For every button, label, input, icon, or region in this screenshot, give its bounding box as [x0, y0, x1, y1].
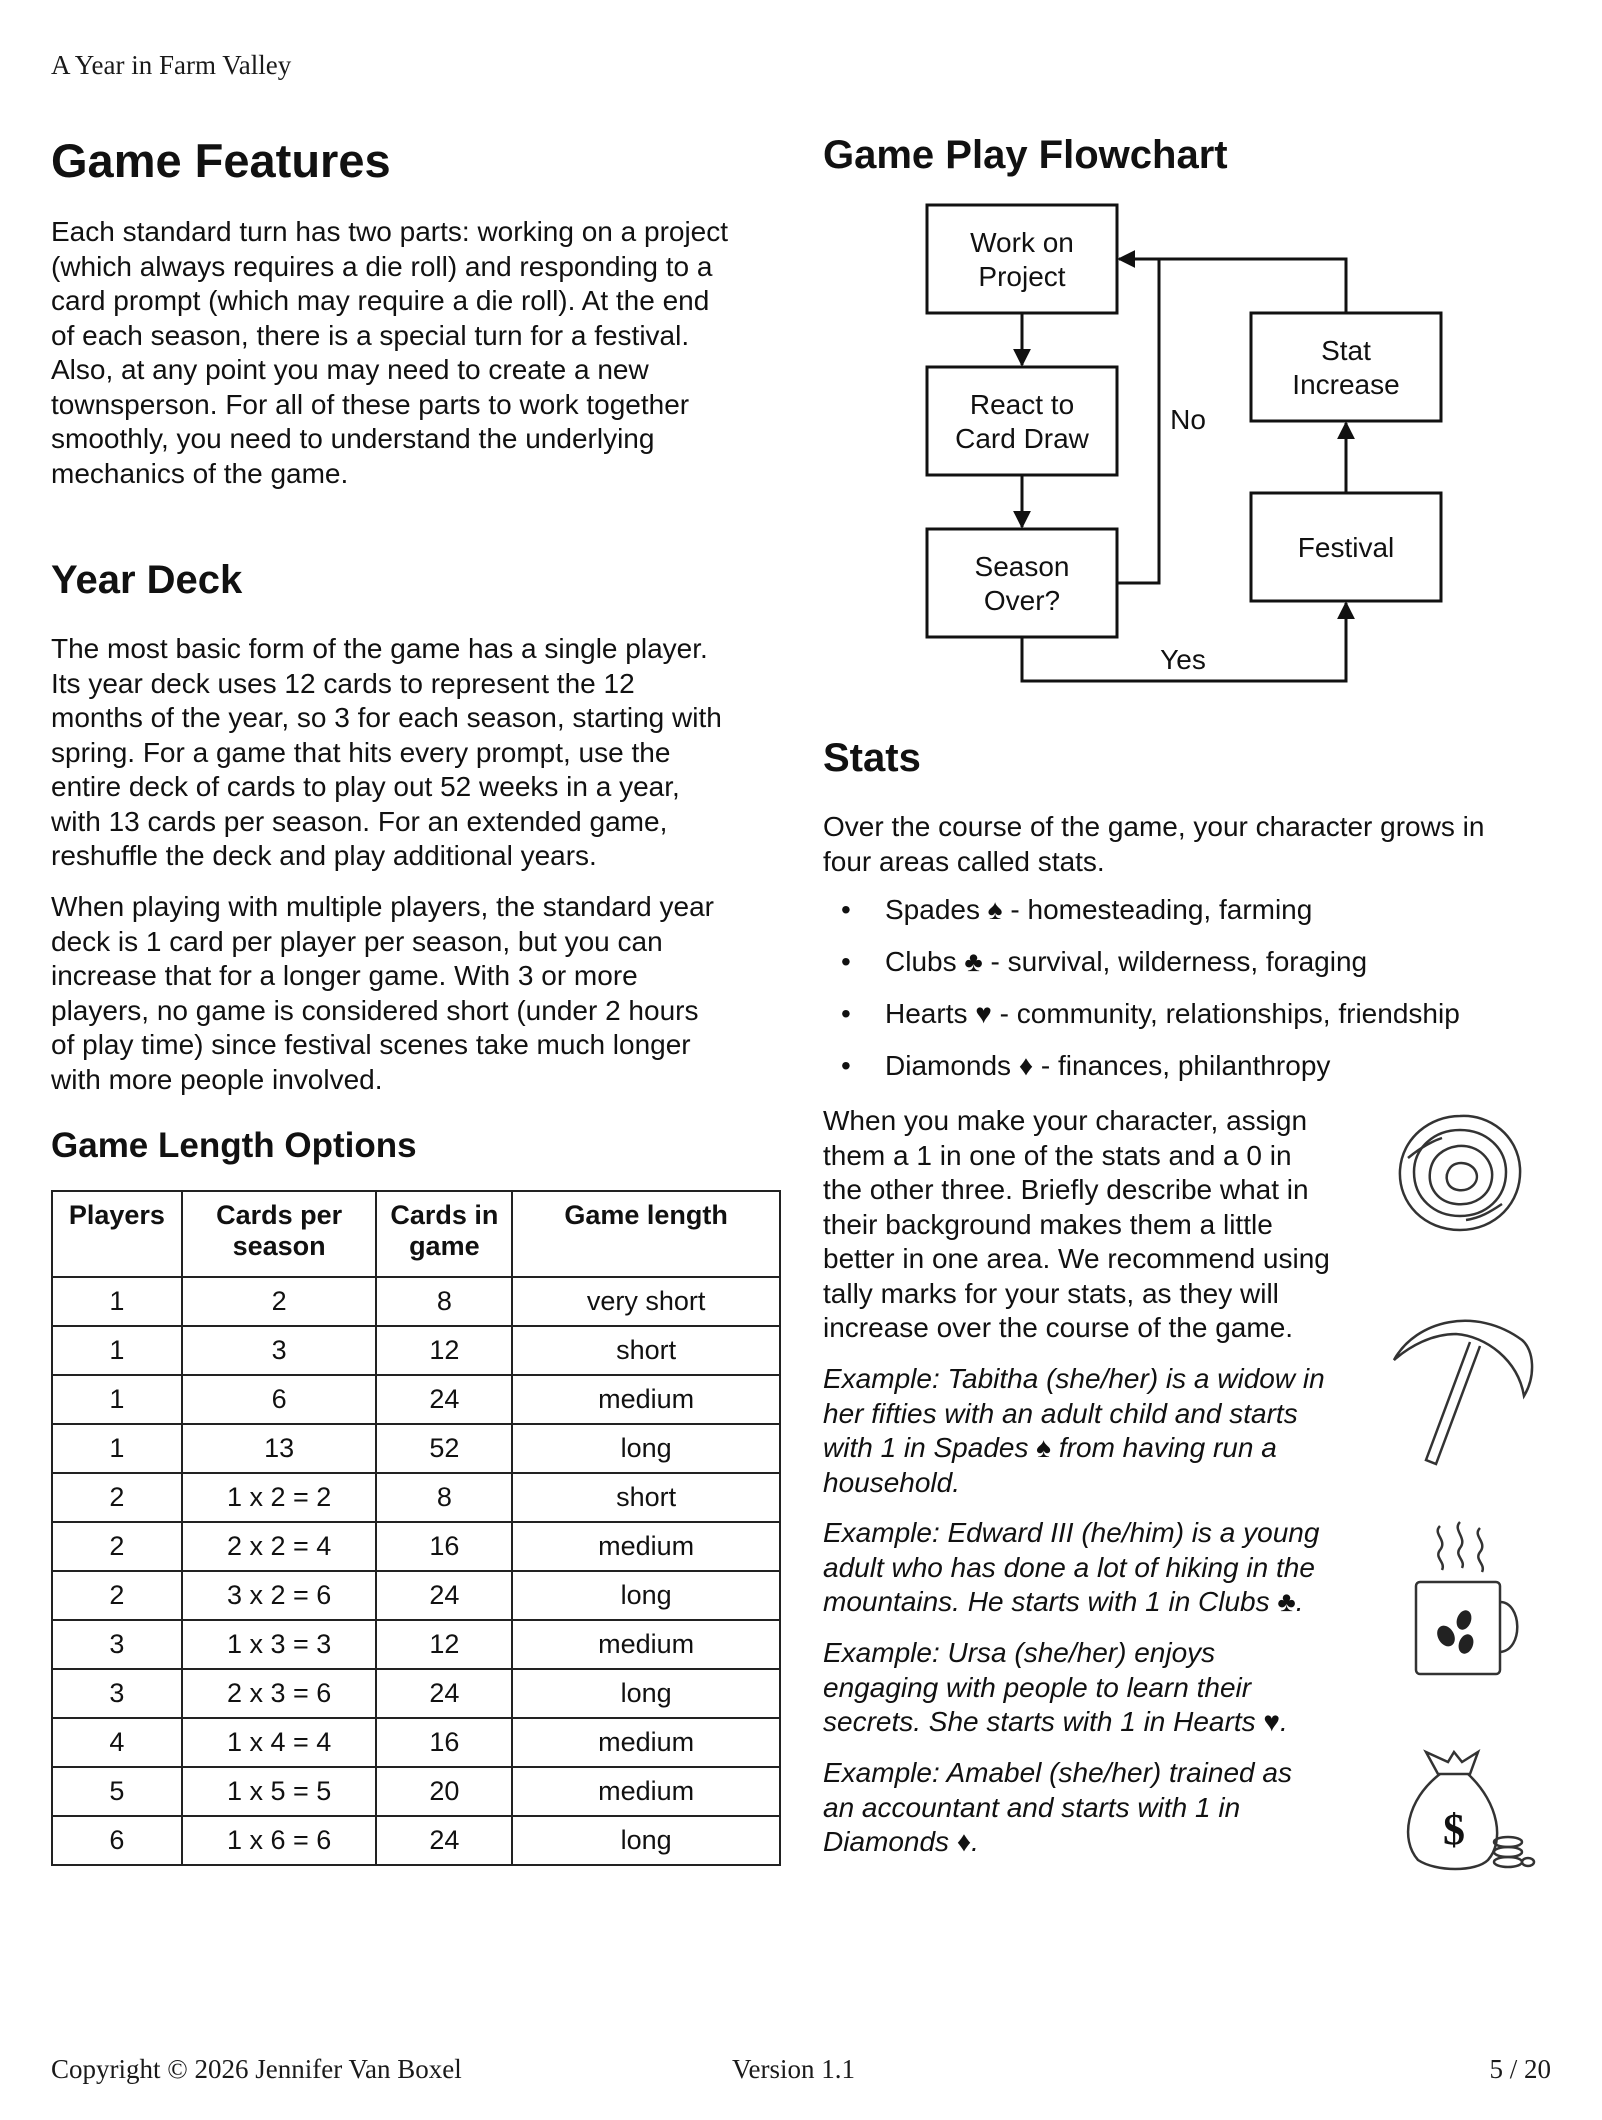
table-row: [52, 1375, 780, 1424]
table-row: [52, 1326, 780, 1375]
game-length-table: [51, 1190, 781, 1866]
table-row: [52, 1669, 780, 1718]
table-cell: 24: [376, 1571, 512, 1620]
table-cell: 2: [52, 1473, 182, 1522]
text-line: When playing with multiple players, the standard year: [51, 891, 715, 922]
table-cell: 16: [376, 1522, 512, 1571]
stats-intro: [823, 810, 1563, 879]
game-features-heading: Game Features: [51, 134, 391, 187]
table-cell: medium: [512, 1718, 780, 1767]
text-line: Example: Tabitha (she/her) is a widow in: [823, 1363, 1325, 1394]
table-cell: 24: [376, 1375, 512, 1424]
column-header-cards-per-season: Cards per season: [182, 1191, 377, 1277]
flow-label-season-1: Season: [974, 551, 1070, 582]
table-cell: 8: [376, 1473, 512, 1522]
table-cell: 2 x 3 = 6: [182, 1669, 377, 1718]
table-cell: 3: [182, 1326, 377, 1375]
table-cell: 12: [376, 1620, 512, 1669]
table-cell: 1: [52, 1375, 182, 1424]
flow-label-react-2: Card Draw: [955, 423, 1089, 454]
flow-label-work-2: Project: [978, 261, 1066, 292]
text-line: smoothly, you need to understand the underlying: [51, 423, 655, 454]
svg-text:$: $: [1443, 1805, 1465, 1854]
example-ursa: [823, 1636, 1383, 1740]
table-row: [52, 1424, 780, 1473]
table-cell: long: [512, 1816, 780, 1865]
table-row: [52, 1277, 780, 1326]
text-line: deck is 1 card per player per season, but you can: [51, 925, 663, 957]
table-row: [52, 1767, 780, 1816]
list-item: • Clubs ♣ - survival, wilderness, foraging: [885, 945, 1460, 997]
game-play-flowchart: [915, 195, 1465, 695]
flow-label-react-1: React to: [969, 389, 1075, 420]
text-line: with 13 cards per season. For an extended game,: [51, 805, 668, 837]
text-line: When you make your character, assign: [823, 1105, 1308, 1136]
text-line: mountains. He starts with 1 in Clubs ♣.: [823, 1586, 1304, 1617]
table-cell: long: [512, 1571, 780, 1620]
text-line: with more people involved.: [51, 1063, 383, 1095]
table-cell: 2 x 2 = 4: [182, 1522, 377, 1571]
flow-label-work-1: Work on: [970, 227, 1074, 258]
list-item: • Hearts ♥ - community, relationships, friendship: [885, 997, 1460, 1049]
table-cell: 52: [376, 1424, 512, 1473]
text-line: The most basic form of the game has a single player.: [51, 633, 708, 664]
text-line: Diamonds ♦.: [823, 1826, 979, 1857]
pickaxe-icon: [1386, 1300, 1536, 1470]
table-row: [52, 1718, 780, 1767]
table-cell: 24: [376, 1816, 512, 1865]
list-item: • Spades ♠ - homesteading, farming: [885, 893, 1460, 945]
text-line: household.: [823, 1466, 961, 1498]
table-cell: 1 x 6 = 6: [182, 1816, 377, 1865]
table-cell: 3 x 2 = 6: [182, 1571, 377, 1620]
document-header-title: A Year in Farm Valley: [51, 50, 292, 80]
table-row: [52, 1473, 780, 1522]
table-cell: 4: [52, 1718, 182, 1767]
text-line: Each standard turn has two parts: working on a project: [51, 216, 729, 247]
table-cell: 12: [376, 1326, 512, 1375]
text-line: mechanics of the game.: [51, 457, 349, 489]
footer-copyright: Copyright © 2026 Jennifer Van Boxel: [51, 2054, 462, 2084]
flow-label-stat-2: Increase: [1292, 369, 1400, 400]
stats-list: [885, 893, 1460, 1101]
footer-page-number: 5 / 20: [1489, 2054, 1551, 2084]
table-cell: long: [512, 1669, 780, 1718]
text-line: townsperson. For all of these parts to work together: [51, 388, 690, 420]
text-line: entire deck of cards to play out 52 weeks in a year,: [51, 771, 680, 802]
text-line: four areas called stats.: [823, 845, 1105, 877]
year-deck-heading: Year Deck: [51, 558, 243, 602]
table-cell: medium: [512, 1767, 780, 1816]
text-line: engaging with people to learn their: [823, 1671, 1252, 1703]
flow-label-stat-1: Stat: [1321, 335, 1371, 366]
example-edward: [823, 1516, 1383, 1620]
table-cell: 1 x 3 = 3: [182, 1620, 377, 1669]
table-cell: 6: [182, 1375, 377, 1424]
table-cell: 3: [52, 1669, 182, 1718]
text-line: spring. For a game that hits every prompt, use the: [51, 736, 671, 768]
text-line: Example: Ursa (she/her) enjoys: [823, 1637, 1216, 1668]
text-line: Example: Amabel (she/her) trained as: [823, 1757, 1292, 1788]
flowchart-heading: Game Play Flowchart: [823, 133, 1228, 177]
text-line: card prompt (which may require a die roll). At the end: [51, 285, 710, 316]
text-line: of each season, there is a special turn for a festival.: [51, 319, 690, 351]
text-line: the other three. Briefly describe what in: [823, 1174, 1309, 1205]
flow-label-festival: Festival: [1297, 532, 1395, 563]
flow-box-season-over: [927, 529, 1117, 637]
flow-arrow-no: [1117, 259, 1159, 583]
text-line: them a 1 in one of the stats and a 0 in: [823, 1139, 1292, 1171]
text-line: reshuffle the deck and play additional years.: [51, 840, 597, 871]
table-row: [52, 1816, 780, 1865]
text-line: Also, at any point you may need to create a new: [51, 354, 649, 385]
flow-box-work-on-project: [927, 205, 1117, 313]
table-cell: 2: [182, 1277, 377, 1326]
text-line: Example: Edward III (he/him) is a young: [823, 1517, 1320, 1548]
table-cell: 6: [52, 1816, 182, 1865]
flow-label-yes: Yes: [1160, 644, 1206, 675]
text-line: Over the course of the game, your character grows in: [823, 811, 1485, 842]
year-deck-paragraph-1: [51, 632, 791, 874]
stats-heading: Stats: [823, 736, 921, 780]
list-item: • Diamonds ♦ - finances, philanthropy: [885, 1049, 1460, 1101]
table-row: [52, 1571, 780, 1620]
table-cell: short: [512, 1473, 780, 1522]
table-cell: 24: [376, 1669, 512, 1718]
text-line: her fifties with an adult child and starts: [823, 1397, 1298, 1429]
table-cell: 16: [376, 1718, 512, 1767]
table-cell: medium: [512, 1620, 780, 1669]
flow-connector: [1159, 259, 1346, 313]
footer-version: Version 1.1: [732, 2054, 855, 2084]
text-line: (which always requires a die roll) and responding to a: [51, 250, 713, 282]
text-line: of play time) since festival scenes take much longer: [51, 1029, 691, 1060]
flow-box-stat-increase: [1251, 313, 1441, 421]
table-header-row: [52, 1191, 780, 1277]
table-cell: 3: [52, 1620, 182, 1669]
table-cell: very short: [512, 1277, 780, 1326]
text-line: increase that for a longer game. With 3 or more: [51, 960, 638, 991]
coffee-mug-icon: [1406, 1520, 1526, 1680]
example-tabitha: [823, 1362, 1383, 1500]
text-line: better in one area. We recommend using: [823, 1243, 1330, 1274]
table-cell: short: [512, 1326, 780, 1375]
text-line: tally marks for your stats, as they will: [823, 1277, 1279, 1309]
cabbage-icon: [1390, 1108, 1530, 1238]
text-line: an accountant and starts with 1 in: [823, 1791, 1241, 1823]
column-header-players: Players: [52, 1191, 182, 1277]
table-cell: 1: [52, 1326, 182, 1375]
table-cell: 20: [376, 1767, 512, 1816]
table-cell: 1 x 2 = 2: [182, 1473, 377, 1522]
table-cell: 1 x 5 = 5: [182, 1767, 377, 1816]
text-line: with 1 in Spades ♠ from having run a: [823, 1432, 1277, 1463]
flow-box-react-to-card-draw: [927, 367, 1117, 475]
table-cell: 2: [52, 1522, 182, 1571]
text-line: their background makes them a little: [823, 1208, 1273, 1240]
table-row: [52, 1522, 780, 1571]
table-cell: 1: [52, 1424, 182, 1473]
text-line: players, no game is considered short (under 2 hours: [51, 994, 699, 1026]
column-header-game-length: Game length: [512, 1191, 780, 1277]
table-cell: 5: [52, 1767, 182, 1816]
table-cell: 1 x 4 = 4: [182, 1718, 377, 1767]
game-features-paragraph: [51, 215, 791, 491]
text-line: adult who has done a lot of hiking in the: [823, 1551, 1315, 1583]
text-line: increase over the course of the game.: [823, 1312, 1294, 1343]
year-deck-paragraph-2: [51, 890, 791, 1097]
table-cell: medium: [512, 1522, 780, 1571]
game-length-heading: Game Length Options: [51, 1126, 417, 1165]
table-cell: 2: [52, 1571, 182, 1620]
table-row: [52, 1620, 780, 1669]
text-line: Its year deck uses 12 cards to represent the 12: [51, 667, 635, 699]
table-cell: 8: [376, 1277, 512, 1326]
column-header-cards-in-game: Cards in game: [376, 1191, 512, 1277]
money-bag-icon: [1396, 1744, 1536, 1874]
text-line: months of the year, so 3 for each season, starting with: [51, 702, 722, 733]
text-line: secrets. She starts with 1 in Hearts ♥.: [823, 1706, 1288, 1737]
stats-assign-paragraph: [823, 1104, 1383, 1346]
table-cell: 13: [182, 1424, 377, 1473]
table-cell: medium: [512, 1375, 780, 1424]
flow-label-season-2: Over?: [983, 585, 1061, 616]
flow-label-no: No: [1170, 404, 1206, 435]
example-amabel: [823, 1756, 1383, 1860]
table-cell: 1: [52, 1277, 182, 1326]
table-cell: long: [512, 1424, 780, 1473]
